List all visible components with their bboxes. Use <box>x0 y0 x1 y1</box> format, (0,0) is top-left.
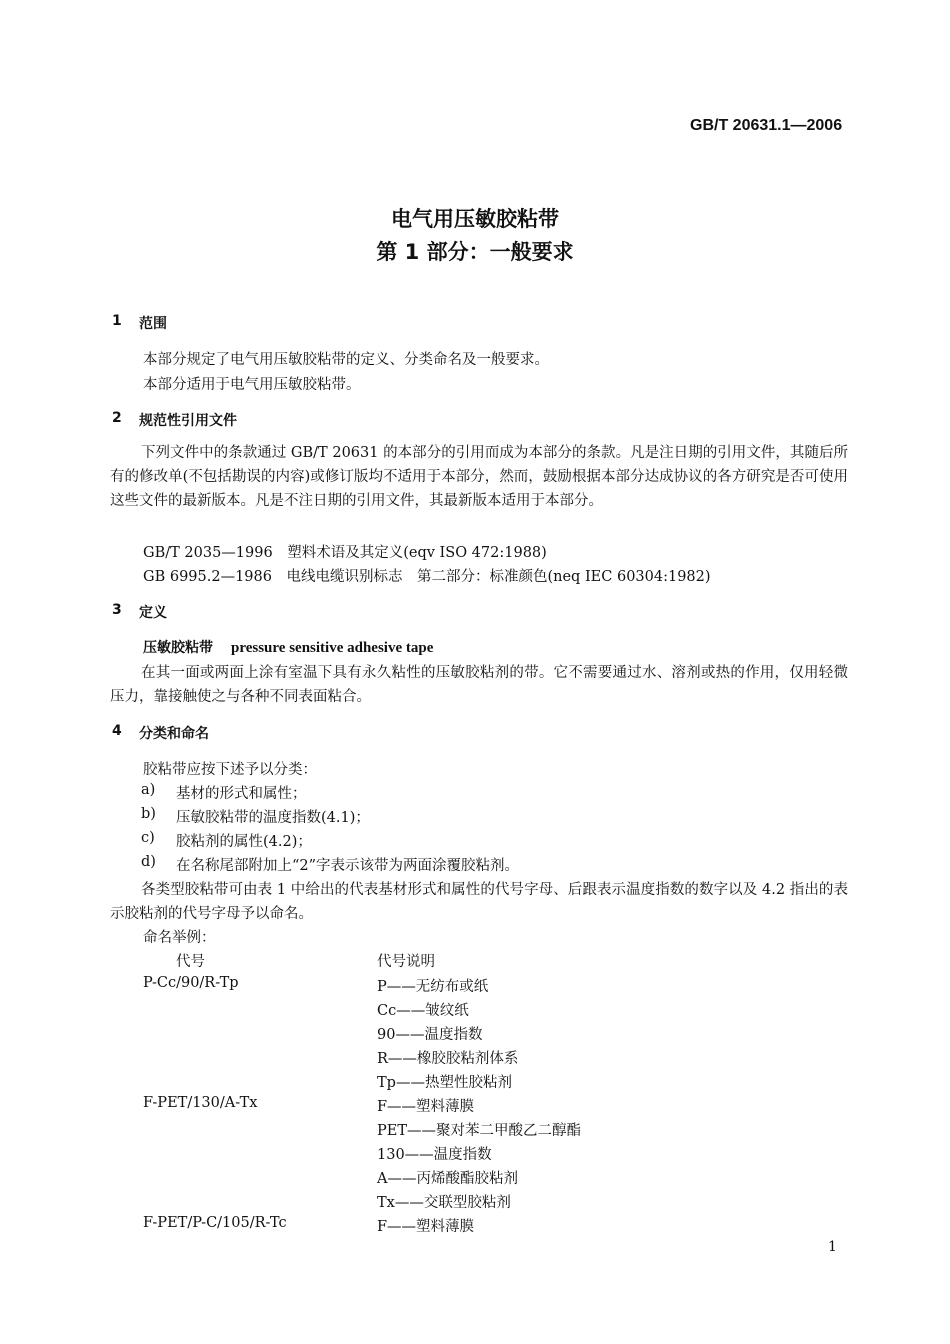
section-1-number: 1 <box>112 313 122 329</box>
section-4-title: 分类和命名 <box>139 726 209 742</box>
column-header-code: 代号 <box>176 954 205 970</box>
code-description-line: R——橡胶胶粘剂体系 <box>377 1051 519 1067</box>
section-3-title: 定义 <box>139 605 167 621</box>
page-number: 1 <box>828 1239 837 1255</box>
code-description-line: F——塑料薄膜 <box>377 1219 475 1235</box>
section-2-title: 规范性引用文件 <box>139 413 237 429</box>
list-item-label: c) <box>141 830 155 846</box>
code-description-line: F——塑料薄膜 <box>377 1099 475 1115</box>
reference-item: GB/T 2035—1996 塑料术语及其定义(eqv ISO 472:1988) <box>143 545 547 561</box>
list-item: 胶粘剂的属性(4.2)； <box>176 834 312 850</box>
code-description-line: Tp——热塑性胶粘剂 <box>377 1075 512 1091</box>
list-item: 在名称尾部附加上“2”字表示该带为两面涂覆胶粘剂。 <box>176 858 520 874</box>
list-item-label: a) <box>141 782 156 798</box>
document-title: 电气用压敏胶粘带 <box>391 207 559 231</box>
code-description-line: PET——聚对苯二甲酸乙二醇酯 <box>377 1123 582 1139</box>
classification-intro: 胶粘带应按下述予以分类： <box>143 762 317 778</box>
example-code: F-PET/130/A-Tx <box>143 1095 258 1111</box>
code-description-line: 130——温度指数 <box>377 1147 492 1163</box>
section-3-number: 3 <box>112 602 122 618</box>
column-header-description: 代号说明 <box>377 954 435 970</box>
reference-item: GB 6995.2—1986 电线电缆识别标志 第二部分：标准颜色(neq IEC 60304:1982) <box>143 569 711 585</box>
code-description-line: P——无纺布或纸 <box>377 979 489 995</box>
document-number: GB/T 20631.1—2006 <box>690 117 843 134</box>
code-description-line: 90——温度指数 <box>377 1027 483 1043</box>
list-item: 压敏胶粘带的温度指数(4.1)； <box>176 810 370 826</box>
example-code: P-Cc/90/R-Tp <box>143 975 239 991</box>
section-2-number: 2 <box>112 410 122 426</box>
scope-paragraph-1: 本部分规定了电气用压敏胶粘带的定义、分类命名及一般要求。 <box>143 352 549 368</box>
section-4-number: 4 <box>112 723 122 739</box>
document-subtitle: 第 1 部分：一般要求 <box>376 240 574 264</box>
example-label: 命名举例： <box>143 930 216 946</box>
code-description-line: A——丙烯酸酯胶粘剂 <box>377 1171 518 1187</box>
term-entry <box>143 637 433 657</box>
code-description-line: Tx——交联型胶粘剂 <box>377 1195 511 1211</box>
list-item-label: d) <box>141 854 156 870</box>
term-definition: 在其一面或两面上涂有室温下具有永久粘性的压敏胶粘剂的带。它不需要通过水、溶剂或热的作用，仅用轻微压力，靠接触使之与各种不同表面粘合。 <box>110 665 848 705</box>
term-english: pressure sensitive adhesive tape <box>231 640 434 656</box>
example-code: F-PET/P-C/105/R-Tc <box>143 1215 287 1231</box>
naming-paragraph: 各类型胶粘带可由表 1 中给出的代表基材形式和属性的代号字母、后跟表示温度指数的数字以及 4.2 指出的表示胶粘剂的代号字母予以命名。 <box>110 882 848 922</box>
term-chinese: 压敏胶粘带 <box>143 640 213 656</box>
section-1-title: 范围 <box>139 316 167 332</box>
list-item-label: b) <box>141 806 156 822</box>
scope-paragraph-2: 本部分适用于电气用压敏胶粘带。 <box>143 377 361 393</box>
normative-references-paragraph: 下列文件中的条款通过 GB/T 20631 的本部分的引用而成为本部分的条款。凡是注日期的引用文件，其随后所有的修改单(不包括勘误的内容)或修订版均不适用于本部分，然而，鼓励根据本部分达成协议的各方研究是否可使用这些文件的最新版本。凡是不注日期的引用文件，其最新版本适用于本部分。 <box>110 445 848 509</box>
code-description-line: Cc——皱纹纸 <box>377 1003 469 1019</box>
list-item: 基材的形式和属性； <box>176 786 307 802</box>
